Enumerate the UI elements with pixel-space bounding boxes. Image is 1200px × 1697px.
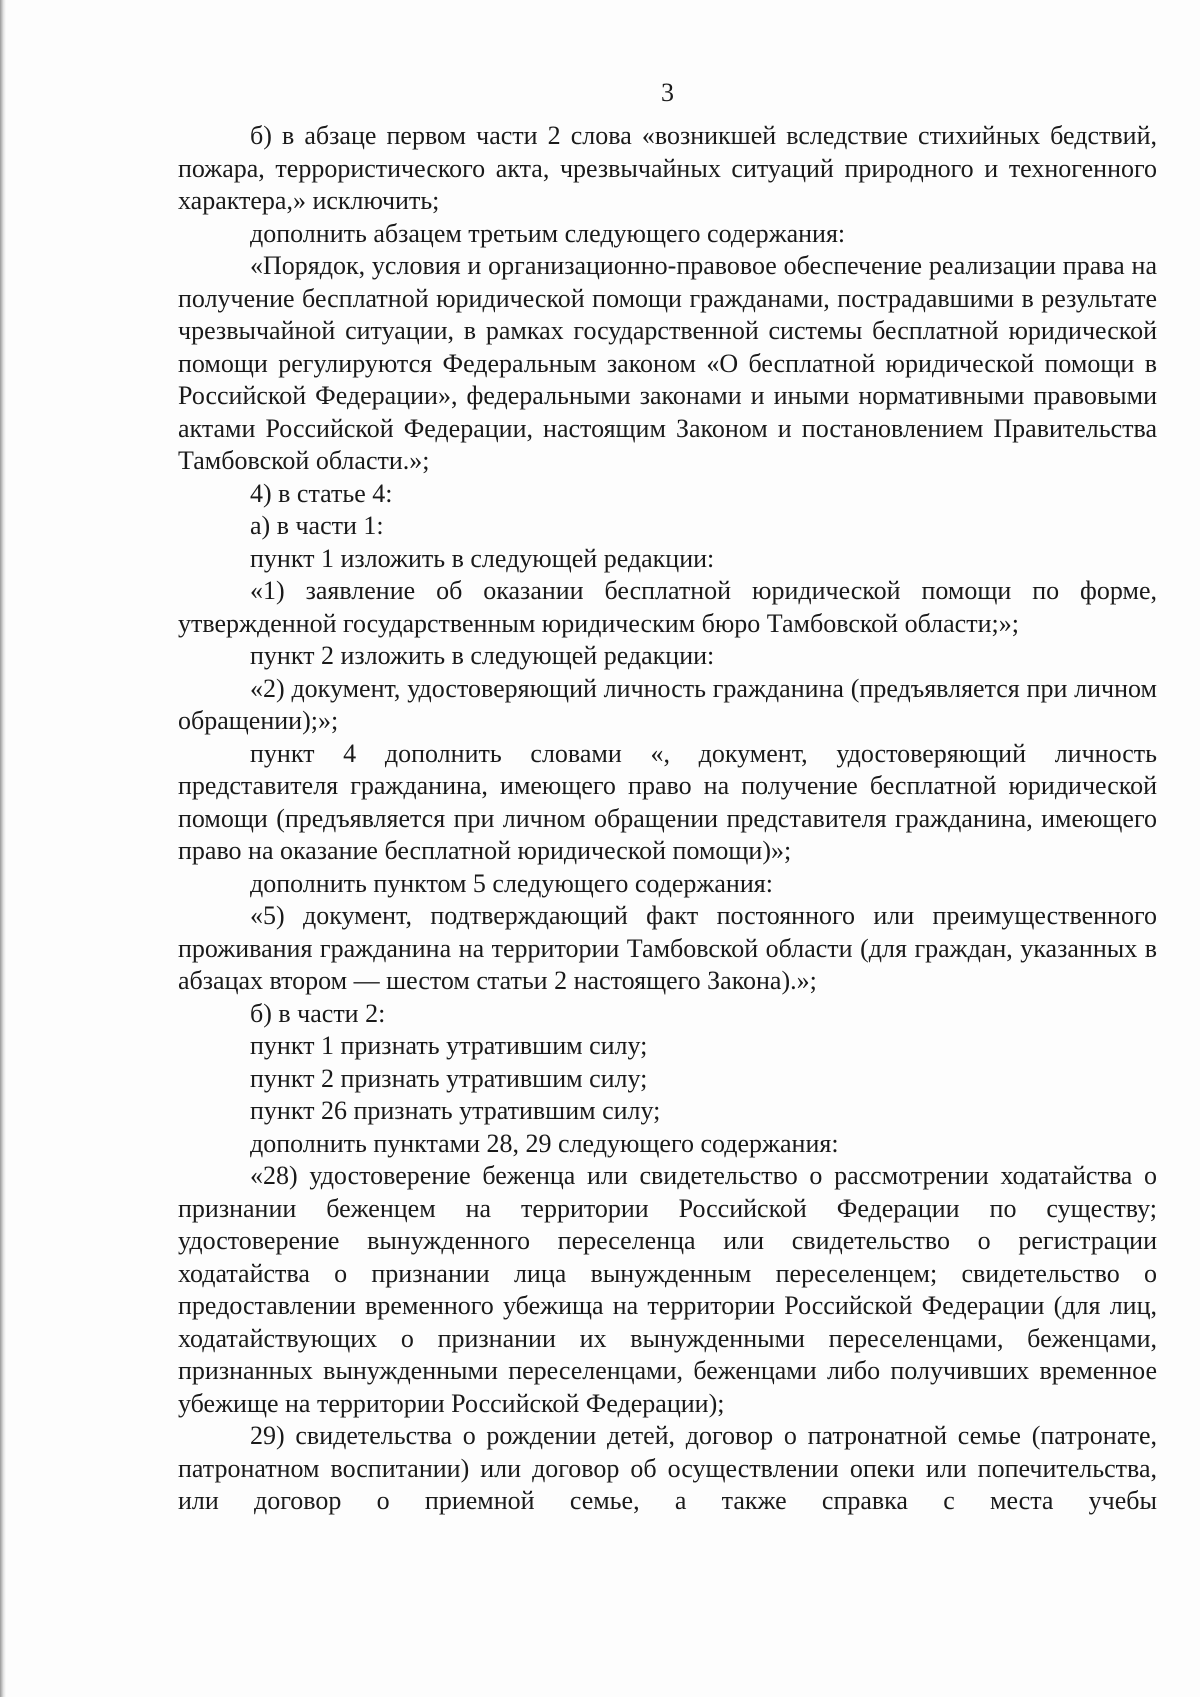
paragraph-item1-edit: пункт 1 изложить в следующей редакции:	[250, 543, 715, 573]
paragraph-a-part1: а) в части 1:	[250, 511, 384, 540]
paragraph-procedure-quote: «Порядок, условия и организационно-правовое обеспечение реализации права на получение бесплатной юридической помощи гражданами, пострадавшими в результате чрезвычайной ситуации, в рамках государственной системы бесплатной юридической помощи регулируются Федеральным законом «О бесплатной юридической помощи в Российской Федерации», федеральными законами и иными нормативными правовыми актами Российской Федерации, настоящим Законом и постановлением Правительства Тамбовской области.»;	[178, 251, 1157, 475]
paragraph-item2-quote: «2) документ, удостоверяющий личность гражданина (предъявляется при личном обращении);»;	[178, 673, 1157, 735]
page-number: 3	[661, 78, 674, 107]
scan-edge-shadow	[0, 0, 6, 1697]
paragraph-add-third-abzac: дополнить абзацем третьим следующего содержания:	[250, 218, 846, 248]
paragraph-item2-edit: пункт 2 изложить в следующей редакции:	[250, 641, 715, 670]
paragraph-item26-repeal: пункт 26 признать утратившим силу;	[250, 1096, 661, 1125]
paragraph-article-4: 4) в статье 4:	[250, 478, 393, 508]
paragraph-add-item5: дополнить пунктом 5 следующего содержания:	[250, 868, 773, 898]
paragraph-item5-quote: «5) документ, подтверждающий факт постоянного или преимущественного проживания гражданина на территории Тамбовской области (для граждан, указанных в абзацах втором — шестом статьи 2 настоящего Закона).»;	[178, 901, 1157, 995]
paragraph-item1-quote: «1) заявление об оказании бесплатной юридической помощи по форме, утвержденной государственным юридическим бюро Тамбовской области;»;	[178, 576, 1157, 638]
paragraph-item4-supplement: пункт 4 дополнить словами «, документ, удостоверяющий личность представителя гражданина, имеющего право на получение бесплатной юридической помощи (предъявляется при личном обращении представителя гражданина, имеющего право на оказание бесплатной юридической помощи)»;	[178, 738, 1157, 865]
paragraph-b-part2: б) в абзаце первом части 2 слова «возникшей вследствие стихийных бедствий, пожара, террористического акта, чрезвычайных ситуаций природного и техногенного характера,» исключить;	[178, 121, 1157, 215]
paragraph-item29: 29) свидетельства о рождении детей, договор о патронатной семье (патронате, патронатном воспитании) или договор об осуществлении опеки или попечительства, или договор о приемной семье, а также справка с места учебы	[178, 1421, 1157, 1515]
paragraph-item28-quote: «28) удостоверение беженца или свидетельство о рассмотрении ходатайства о признании беженцем на территории Российской Федерации по существу; удостоверение вынужденного переселенца или свидетельство о регистрации ходатайства о признании лица вынужденным переселенцем; свидетельство о предоставлении временного убежища на территории Российской Федерации (для лиц, ходатайствующих о признании их вынужденными переселенцами, беженцами, признанных вынужденными переселенцами, беженцами либо получивших временное убежище на территории Российской Федерации);	[178, 1161, 1157, 1418]
paragraph-add-items-28-29: дополнить пунктами 28, 29 следующего содержания:	[250, 1128, 839, 1158]
document-body	[178, 120, 1157, 1518]
paragraph-item1-repeal: пункт 1 признать утратившим силу;	[250, 1031, 648, 1060]
paragraph-b-part2-list: б) в части 2:	[250, 998, 386, 1028]
paragraph-item2-repeal: пункт 2 признать утратившим силу;	[250, 1063, 648, 1093]
